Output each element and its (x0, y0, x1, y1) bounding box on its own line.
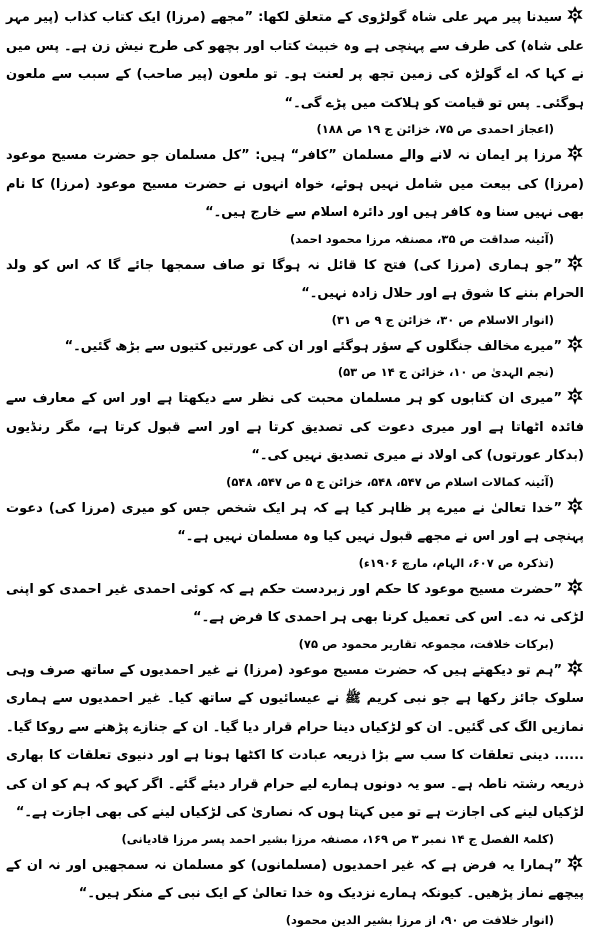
flower-bullet-icon (566, 387, 584, 405)
flower-bullet-icon (566, 144, 584, 162)
flower-bullet-icon (566, 659, 584, 677)
quote-text: مرزا پر ایمان نہ لانے والے مسلمان ”کافر“ ہیں: ”کل مسلمان جو حضرت مسیح موعود (مرزا) کی بیعت میں شامل نہیں ہوئے، خواہ انہوں نے حضرت مسیح موعود (مرزا) کا نام بھی نہیں سنا وہ کافر ہیں اور دائرہ اسلام سے خارج ہیں۔“ (6, 148, 584, 220)
flower-bullet-icon (566, 335, 584, 353)
quote-entry (6, 576, 584, 656)
quote-source-citation: (تذکرہ ص ۶۰۷، الہام، مارچ ۱۹۰۶ء) (358, 555, 554, 570)
flower-bullet-icon (566, 578, 584, 596)
quote-text: ”خدا تعالیٰ نے میرے پر ظاہر کیا ہے کہ ہر ایک شخص جس کو میری (مرزا کی) دعوت پہنچی ہے اور اس نے مجھے قبول نہیں کیا وہ مسلمان نہیں ہے۔“ (6, 500, 584, 544)
quote-text: ”حضرت مسیح موعود کا حکم اور زبردست حکم ہے کہ کوئی احمدی غیر احمدی کو اپنی لڑکی نہ دے۔ اس کی تعمیل کرنا بھی ہر احمدی کا فرض ہے۔“ (6, 581, 584, 625)
quote-source-citation: (انوار خلافت ص ۹۰، از مرزا بشیر الدین محمود) (285, 912, 554, 927)
quote-paragraph (6, 142, 584, 228)
quote-paragraph (6, 4, 584, 118)
quote-paragraph (6, 385, 584, 471)
quote-text: ”جو ہماری (مرزا کی) فتح کا قائل نہ ہوگا تو صاف سمجھا جائے گا کہ اس کو ولد الحرام بننے کا شوق ہے اور حلال زادہ نہیں۔“ (6, 257, 584, 301)
flower-bullet-icon (566, 254, 584, 272)
quote-source-citation: (آئینہ کمالات اسلام ص ۵۴۷، ۵۴۸، خزائن ج ۵ ص ۵۴۷، ۵۴۸) (226, 474, 554, 489)
quote-entry (6, 142, 584, 251)
quote-paragraph (6, 657, 584, 828)
quote-text: ”ہمارا یہ فرض ہے کہ غیر احمدیوں (مسلمانوں) کو مسلمان نہ سمجھیں اور نہ ان کے پیچھے نماز پڑھیں۔ کیونکہ ہمارے نزدیک وہ خدا تعالیٰ کے ایک نبی کے منکر ہیں۔“ (6, 857, 584, 901)
quote-paragraph (6, 333, 584, 362)
flower-bullet-icon (566, 497, 584, 515)
quote-text: ”میرے مخالف جنگلوں کے سؤر ہوگئے اور ان کی عورتیں کتیوں سے بڑھ گئیں۔“ (64, 338, 562, 354)
flower-bullet-icon (566, 6, 584, 24)
quote-text: سیدنا پیر مہر علی شاہ گولڑوی کے متعلق لکھا: ”مجھے (مرزا) ایک کتاب کذاب (پیر مہر علی شاہ) کی طرف سے پہنچی ہے وہ خبیث کتاب اور بچھو کی طرح نیش زن ہے۔ پس میں نے کہا کہ اے گولڑہ کی زمین تجھ پر لعنت ہو۔ تو ملعون (پیر صاحب) کے سبب سے ملعون ہوگئی۔ پس تو قیامت کو ہلاکت میں پڑے گی۔“ (6, 10, 584, 111)
flower-bullet-icon (566, 854, 584, 872)
quote-paragraph (6, 852, 584, 909)
quote-paragraph (6, 252, 584, 309)
quote-entry (6, 385, 584, 494)
quote-entry (6, 4, 584, 141)
quote-source-citation: (انوار الاسلام ص ۳۰، خزائن ج ۹ ص ۳۱) (331, 312, 554, 327)
quote-paragraph (6, 576, 584, 633)
quote-entry (6, 333, 584, 385)
quote-entry (6, 252, 584, 332)
quote-source-citation: (آئینہ صداقت ص ۳۵، مصنفہ مرزا محمود احمد) (289, 231, 554, 246)
quote-source-citation: (نجم الہدیٰ ص ۱۰، خزائن ج ۱۴ ص ۵۳) (337, 365, 554, 379)
quote-text: ”میری ان کتابوں کو ہر مسلمان محبت کی نظر سے دیکھتا ہے اور اس کے معارف سے فائدہ اٹھاتا ہے اور میری دعوت کی تصدیق کرتا ہے اور اسے قبول کرتا ہے، مگر رنڈیوں (بدکار عورتوں) کی اولاد نے میری تصدیق نہیں کی۔“ (6, 391, 584, 463)
quote-source-citation: (برکات خلافت، مجموعہ تقاریر محمود ص ۷۵) (298, 636, 554, 651)
quote-entry (6, 495, 584, 575)
quote-source-citation: (کلمۃ الفصل ج ۱۴ نمبر ۳ ص ۱۶۹، مصنفہ مرزا بشیر احمد پسر مرزا قادیانی) (121, 831, 554, 846)
quote-text: ”ہم تو دیکھتے ہیں کہ حضرت مسیح موعود (مرزا) نے غیر احمدیوں کے ساتھ صرف وہی سلوک جائز رکھا ہے جو نبی کریم ﷺ نے عیسائیوں کے ساتھ کیا۔ غیر احمدیوں سے ہماری نمازیں الگ کی گئیں۔ ان کو لڑکیاں دینا حرام قرار دیا گیا۔ ان کے جنازے پڑھنے سے روکا گیا۔ ...... دینی تعلقات کا سب سے بڑا ذریعہ عبادت کا اکٹھا ہونا ہے اور دنیوی تعلقات کا بھاری ذریعہ رشتہ ناطہ ہے۔ سو یہ دونوں ہمارے لیے حرام قرار دیئے گئے۔ اگر کہو کہ ہم کو ان کی لڑکیاں لینے کی اجازت ہے تو میں کہتا ہوں کہ نصاریٰ کی لڑکیاں لینے کی بھی اجازت ہے۔“ (6, 662, 584, 820)
quote-paragraph (6, 495, 584, 552)
quote-entry (6, 657, 584, 851)
quote-source-citation: (اعجاز احمدی ص ۷۵، خزائن ج ۱۹ ص ۱۸۸) (316, 122, 554, 136)
